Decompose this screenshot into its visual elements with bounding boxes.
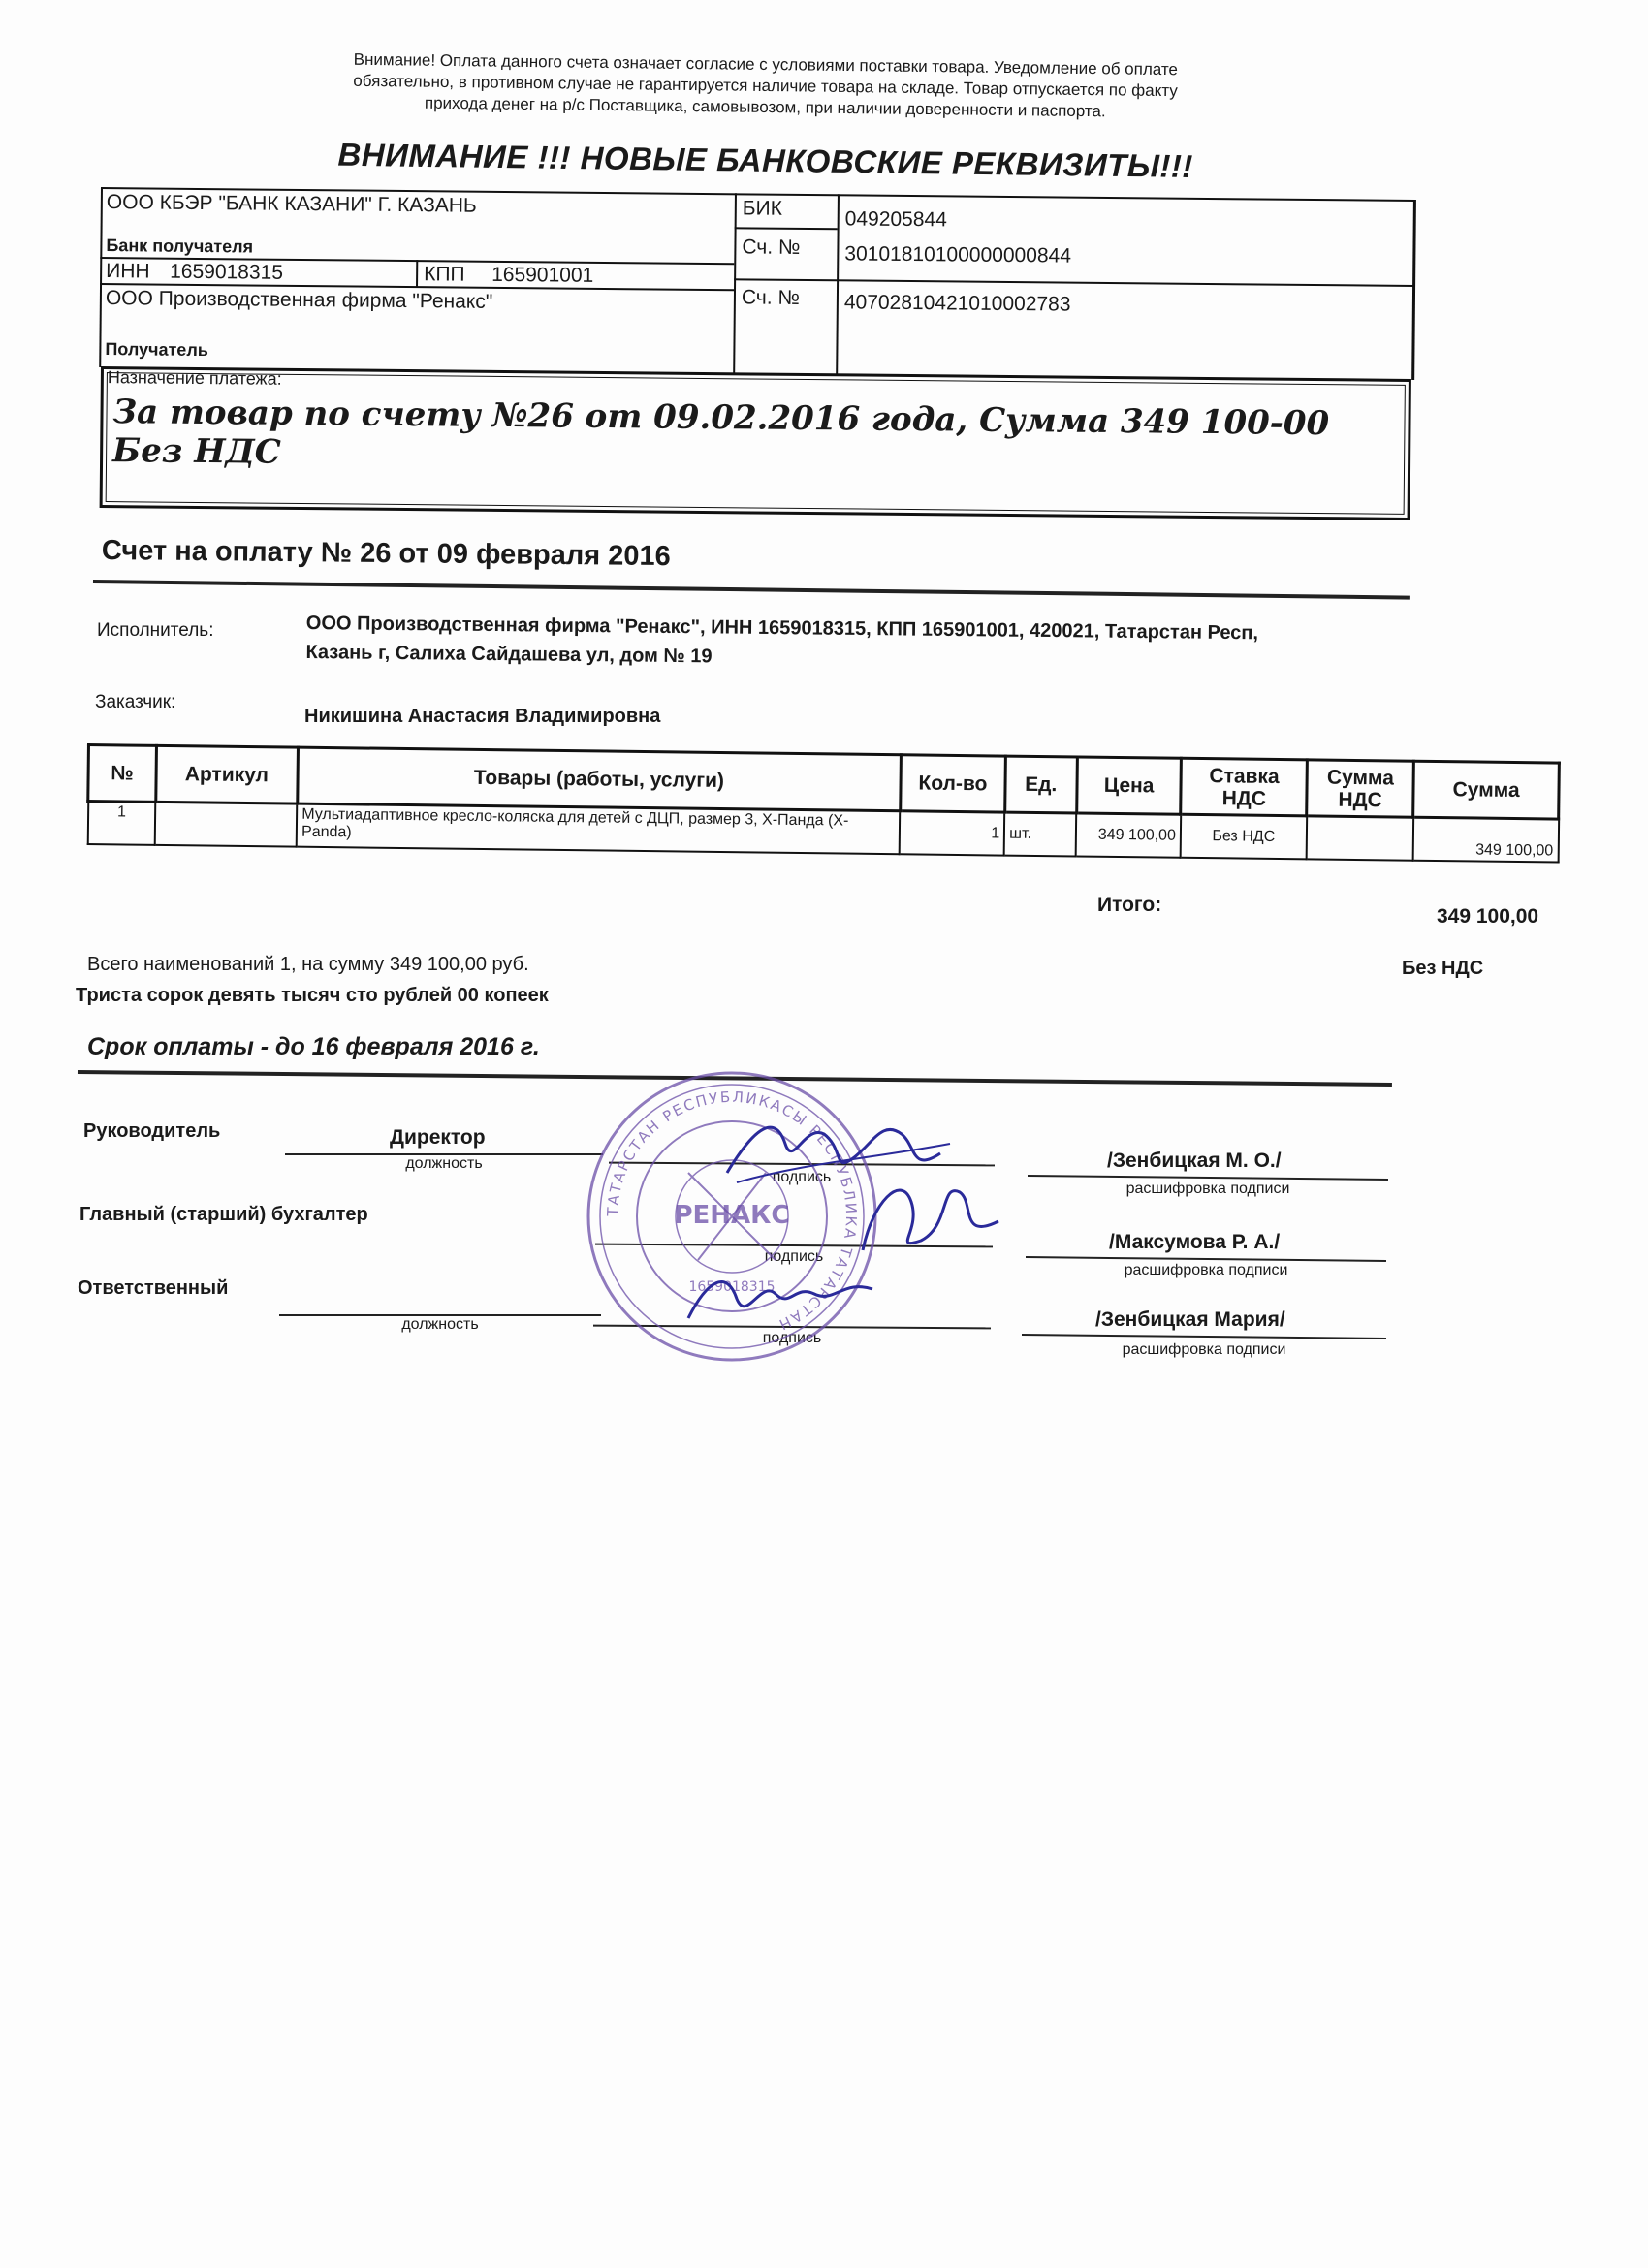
divider bbox=[1411, 200, 1416, 380]
head-name: /Зенбицкая М. О./ bbox=[1107, 1150, 1282, 1172]
executor-value bbox=[305, 609, 1258, 677]
divider bbox=[416, 260, 418, 287]
bik-value: 049205844 bbox=[844, 207, 947, 232]
kpp-value: 165901001 bbox=[491, 263, 594, 287]
total-value: 349 100,00 bbox=[1437, 905, 1539, 928]
cell-vat-sum bbox=[1306, 816, 1412, 860]
signature-caption: подпись bbox=[762, 1330, 822, 1346]
decode-line bbox=[1022, 1334, 1386, 1339]
accountant-signature bbox=[853, 1163, 1008, 1270]
signature-caption: подпись bbox=[772, 1169, 832, 1185]
accountant-name: /Максумова Р. А./ bbox=[1109, 1231, 1281, 1253]
cell-article bbox=[155, 802, 297, 846]
col-vat-sum: Сумма НДС bbox=[1307, 760, 1414, 817]
items-table bbox=[86, 743, 1561, 863]
col-vat-rate: Ставка НДС bbox=[1181, 758, 1308, 816]
accountant-label: Главный (старший) бухгалтер bbox=[79, 1204, 368, 1225]
total-label: Итого: bbox=[1097, 894, 1162, 916]
recipient-name: ООО Производственная фирма "Ренакс" bbox=[105, 287, 493, 313]
customer-label: Заказчик: bbox=[95, 692, 176, 712]
corr-account-value: 30101810100000000844 bbox=[844, 242, 1072, 268]
payment-notice bbox=[290, 48, 1241, 124]
executor-label: Исполнитель: bbox=[97, 620, 214, 641]
col-num: № bbox=[88, 745, 157, 803]
items-count-line: Всего наименований 1, на сумму 349 100,00 руб. bbox=[87, 954, 529, 975]
notice-line: Внимание! Оплата данного счета означает согласие с условиями поставки товара. Уведомление об оплате bbox=[353, 49, 1179, 79]
customer-value: Никишина Анастасия Владимировна bbox=[304, 706, 661, 727]
purpose-label: Назначение платежа: bbox=[107, 367, 282, 389]
head-label: Руководитель bbox=[83, 1120, 221, 1142]
signature-caption: подпись bbox=[764, 1248, 824, 1265]
col-sum: Сумма bbox=[1413, 761, 1559, 819]
cell-vat-rate: Без НДС bbox=[1181, 814, 1307, 859]
responsible-label: Ответственный bbox=[78, 1277, 229, 1299]
decode-caption: расшифровка подписи bbox=[1125, 1181, 1290, 1197]
amount-in-words: Триста сорок девять тысяч сто рублей 00 копеек bbox=[76, 985, 549, 1006]
bank-name: ООО КБЭР "БАНК КАЗАНИ" Г. КАЗАНЬ bbox=[106, 191, 477, 217]
purpose-text: За товар по счету №26 от 09.02.2016 года, Сумма 349 100-00 Без НДС bbox=[111, 393, 1330, 472]
col-price: Цена bbox=[1076, 757, 1182, 814]
stamp-outer-text: ТАТАРСТАН РЕСПУБЛИКАСЫ РЕСПУБЛИКА ТАТАРСТАН bbox=[603, 1087, 861, 1335]
corr-account-label: Сч. № bbox=[742, 236, 801, 259]
bik-label: БИК bbox=[742, 197, 783, 220]
cell-price: 349 100,00 bbox=[1076, 813, 1181, 857]
recipient-label: Получатель bbox=[105, 339, 208, 361]
executor-line: Казань г, Салиха Сайдашева ул, дом № 19 bbox=[305, 641, 713, 668]
cell-unit: шт. bbox=[1004, 812, 1076, 856]
inn-value: 1659018315 bbox=[170, 260, 284, 284]
col-goods: Товары (работы, услуги) bbox=[297, 747, 901, 811]
payment-purpose-box bbox=[100, 366, 1411, 520]
col-qty: Кол-во bbox=[901, 755, 1006, 812]
account-value: 40702810421010002783 bbox=[843, 291, 1071, 316]
stamp-center-text: РЕНАКС bbox=[674, 1201, 790, 1230]
divider bbox=[733, 193, 737, 373]
position-caption: должность bbox=[405, 1155, 483, 1172]
cell-goods: Мультиадаптивное кресло-коляска для детей с ДЦП, размер 3, Х-Панда (X-Panda) bbox=[297, 803, 901, 854]
cell-qty: 1 bbox=[900, 811, 1004, 855]
divider bbox=[99, 187, 103, 367]
vat-note: Без НДС bbox=[1402, 958, 1484, 979]
decode-caption: расшифровка подписи bbox=[1124, 1262, 1288, 1278]
due-date: Срок оплаты - до 16 февраля 2016 г. bbox=[87, 1033, 540, 1060]
kpp-label: КПП bbox=[424, 263, 465, 286]
responsible-name: /Зенбицкая Мария/ bbox=[1095, 1308, 1285, 1331]
title-rule bbox=[93, 580, 1410, 600]
stamp-digits: 1659018315 bbox=[688, 1279, 776, 1295]
cell-num: 1 bbox=[87, 802, 155, 845]
account-label: Сч. № bbox=[741, 286, 801, 309]
decode-caption: расшифровка подписи bbox=[1122, 1341, 1286, 1358]
notice-line: обязательно, в противном случае не гарантируется наличие товара на складе. Товар отпускается по факту bbox=[353, 71, 1178, 101]
head-position: Директор bbox=[390, 1126, 486, 1149]
bank-label: Банк получателя bbox=[106, 236, 254, 257]
divider bbox=[735, 227, 838, 230]
inn-label: ИНН bbox=[106, 260, 150, 283]
notice-line: прихода денег на р/с Поставщика, самовывозом, при наличии доверенности и паспорта. bbox=[424, 93, 1106, 121]
col-unit: Ед. bbox=[1004, 756, 1077, 813]
invoice-title: Счет на оплату № 26 от 09 февраля 2016 bbox=[101, 535, 671, 573]
position-caption: должность bbox=[401, 1316, 479, 1333]
responsible-signature bbox=[679, 1260, 892, 1338]
cell-sum: 349 100,00 bbox=[1412, 817, 1558, 862]
divider bbox=[836, 194, 840, 374]
executor-line: ООО Производственная фирма "Ренакс", ИНН 1659018315, КПП 165901001, 420021, Татарстан Респ, bbox=[305, 612, 1259, 645]
col-article: Артикул bbox=[156, 745, 299, 803]
new-bank-details-warning: ВНИМАНИЕ !!! НОВЫЕ БАНКОВСКИЕ РЕКВИЗИТЫ!!! bbox=[337, 136, 1194, 184]
